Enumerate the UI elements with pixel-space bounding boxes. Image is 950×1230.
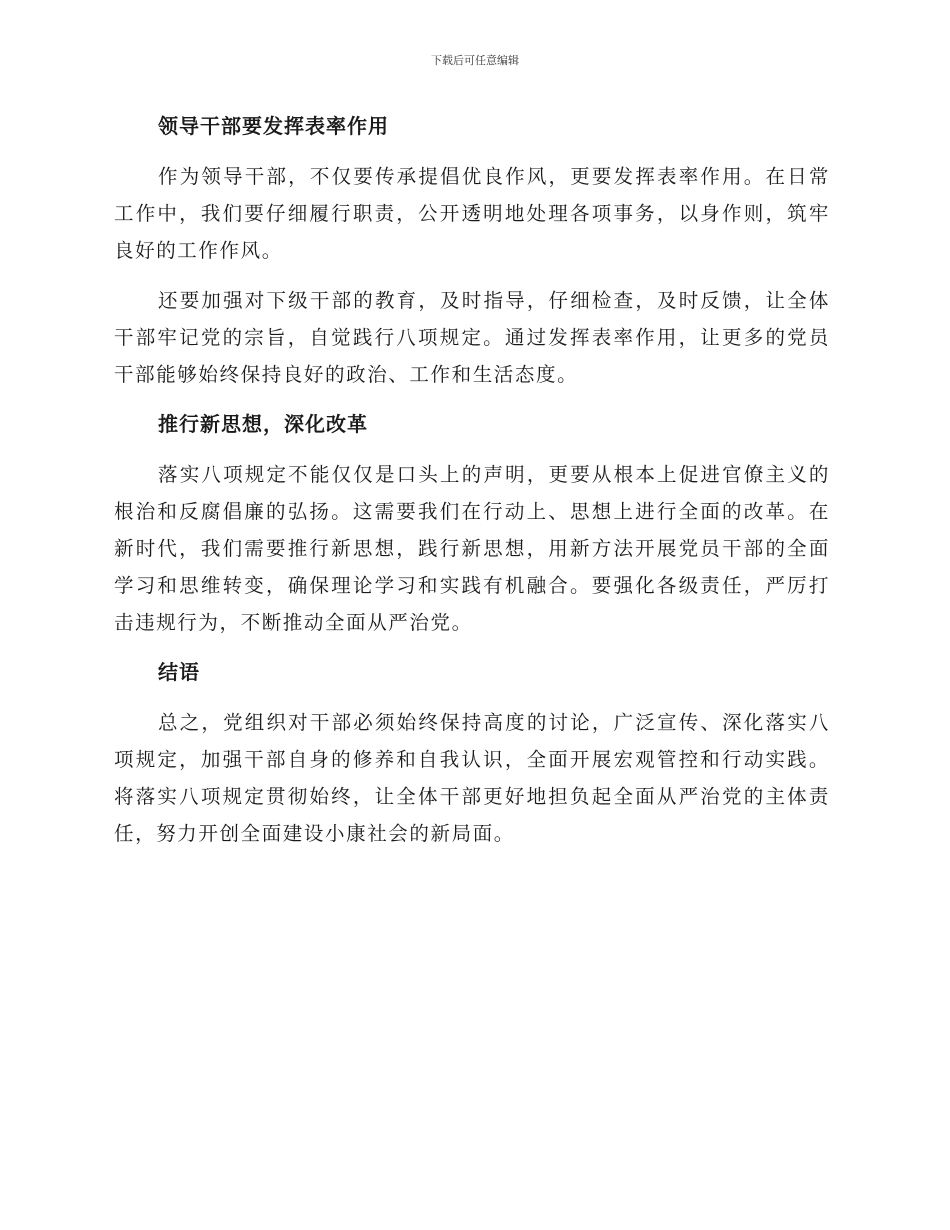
paragraph: 总之，党组织对干部必须始终保持高度的讨论，广泛宣传、深化落实八项规定，加强干部自身的修养和自我认识，全面开展宏观管控和行动实践。将落实八项规定贯彻始终，让全体干部更好地担负起全面从严治党的主体责任，努力开创全面建设小康社会的新局面。 bbox=[114, 711, 830, 845]
document-body bbox=[114, 108, 830, 865]
paragraph: 落实八项规定不能仅仅是口头上的声明，更要从根本上促进官僚主义的根治和反腐倡廉的弘扬。这需要我们在行动上、思想上进行全面的改革。在新时代，我们需要推行新思想，践行新思想，用新方法开展党员干部的全面学习和思维转变，确保理论学习和实践有机融合。要强化各级责任，严厉打击违规行为，不断推动全面从严治党。 bbox=[114, 463, 830, 634]
section-heading-conclusion: 结语 bbox=[158, 660, 200, 684]
section-heading-leadership: 领导干部要发挥表率作用 bbox=[158, 114, 389, 138]
section-heading-reform: 推行新思想，深化改革 bbox=[158, 412, 368, 436]
paragraph: 还要加强对下级干部的教育，及时指导，仔细检查，及时反馈，让全体干部牢记党的宗旨，自觉践行八项规定。通过发挥表率作用，让更多的党员干部能够始终保持良好的政治、工作和生活态度。 bbox=[114, 289, 830, 386]
paragraph: 作为领导干部，不仅要传承提倡优良作风，更要发挥表率作用。在日常工作中，我们要仔细履行职责，公开透明地处理各项事务，以身作则，筑牢良好的工作作风。 bbox=[114, 165, 830, 262]
page-header: 下载后可任意编辑 bbox=[431, 54, 519, 67]
